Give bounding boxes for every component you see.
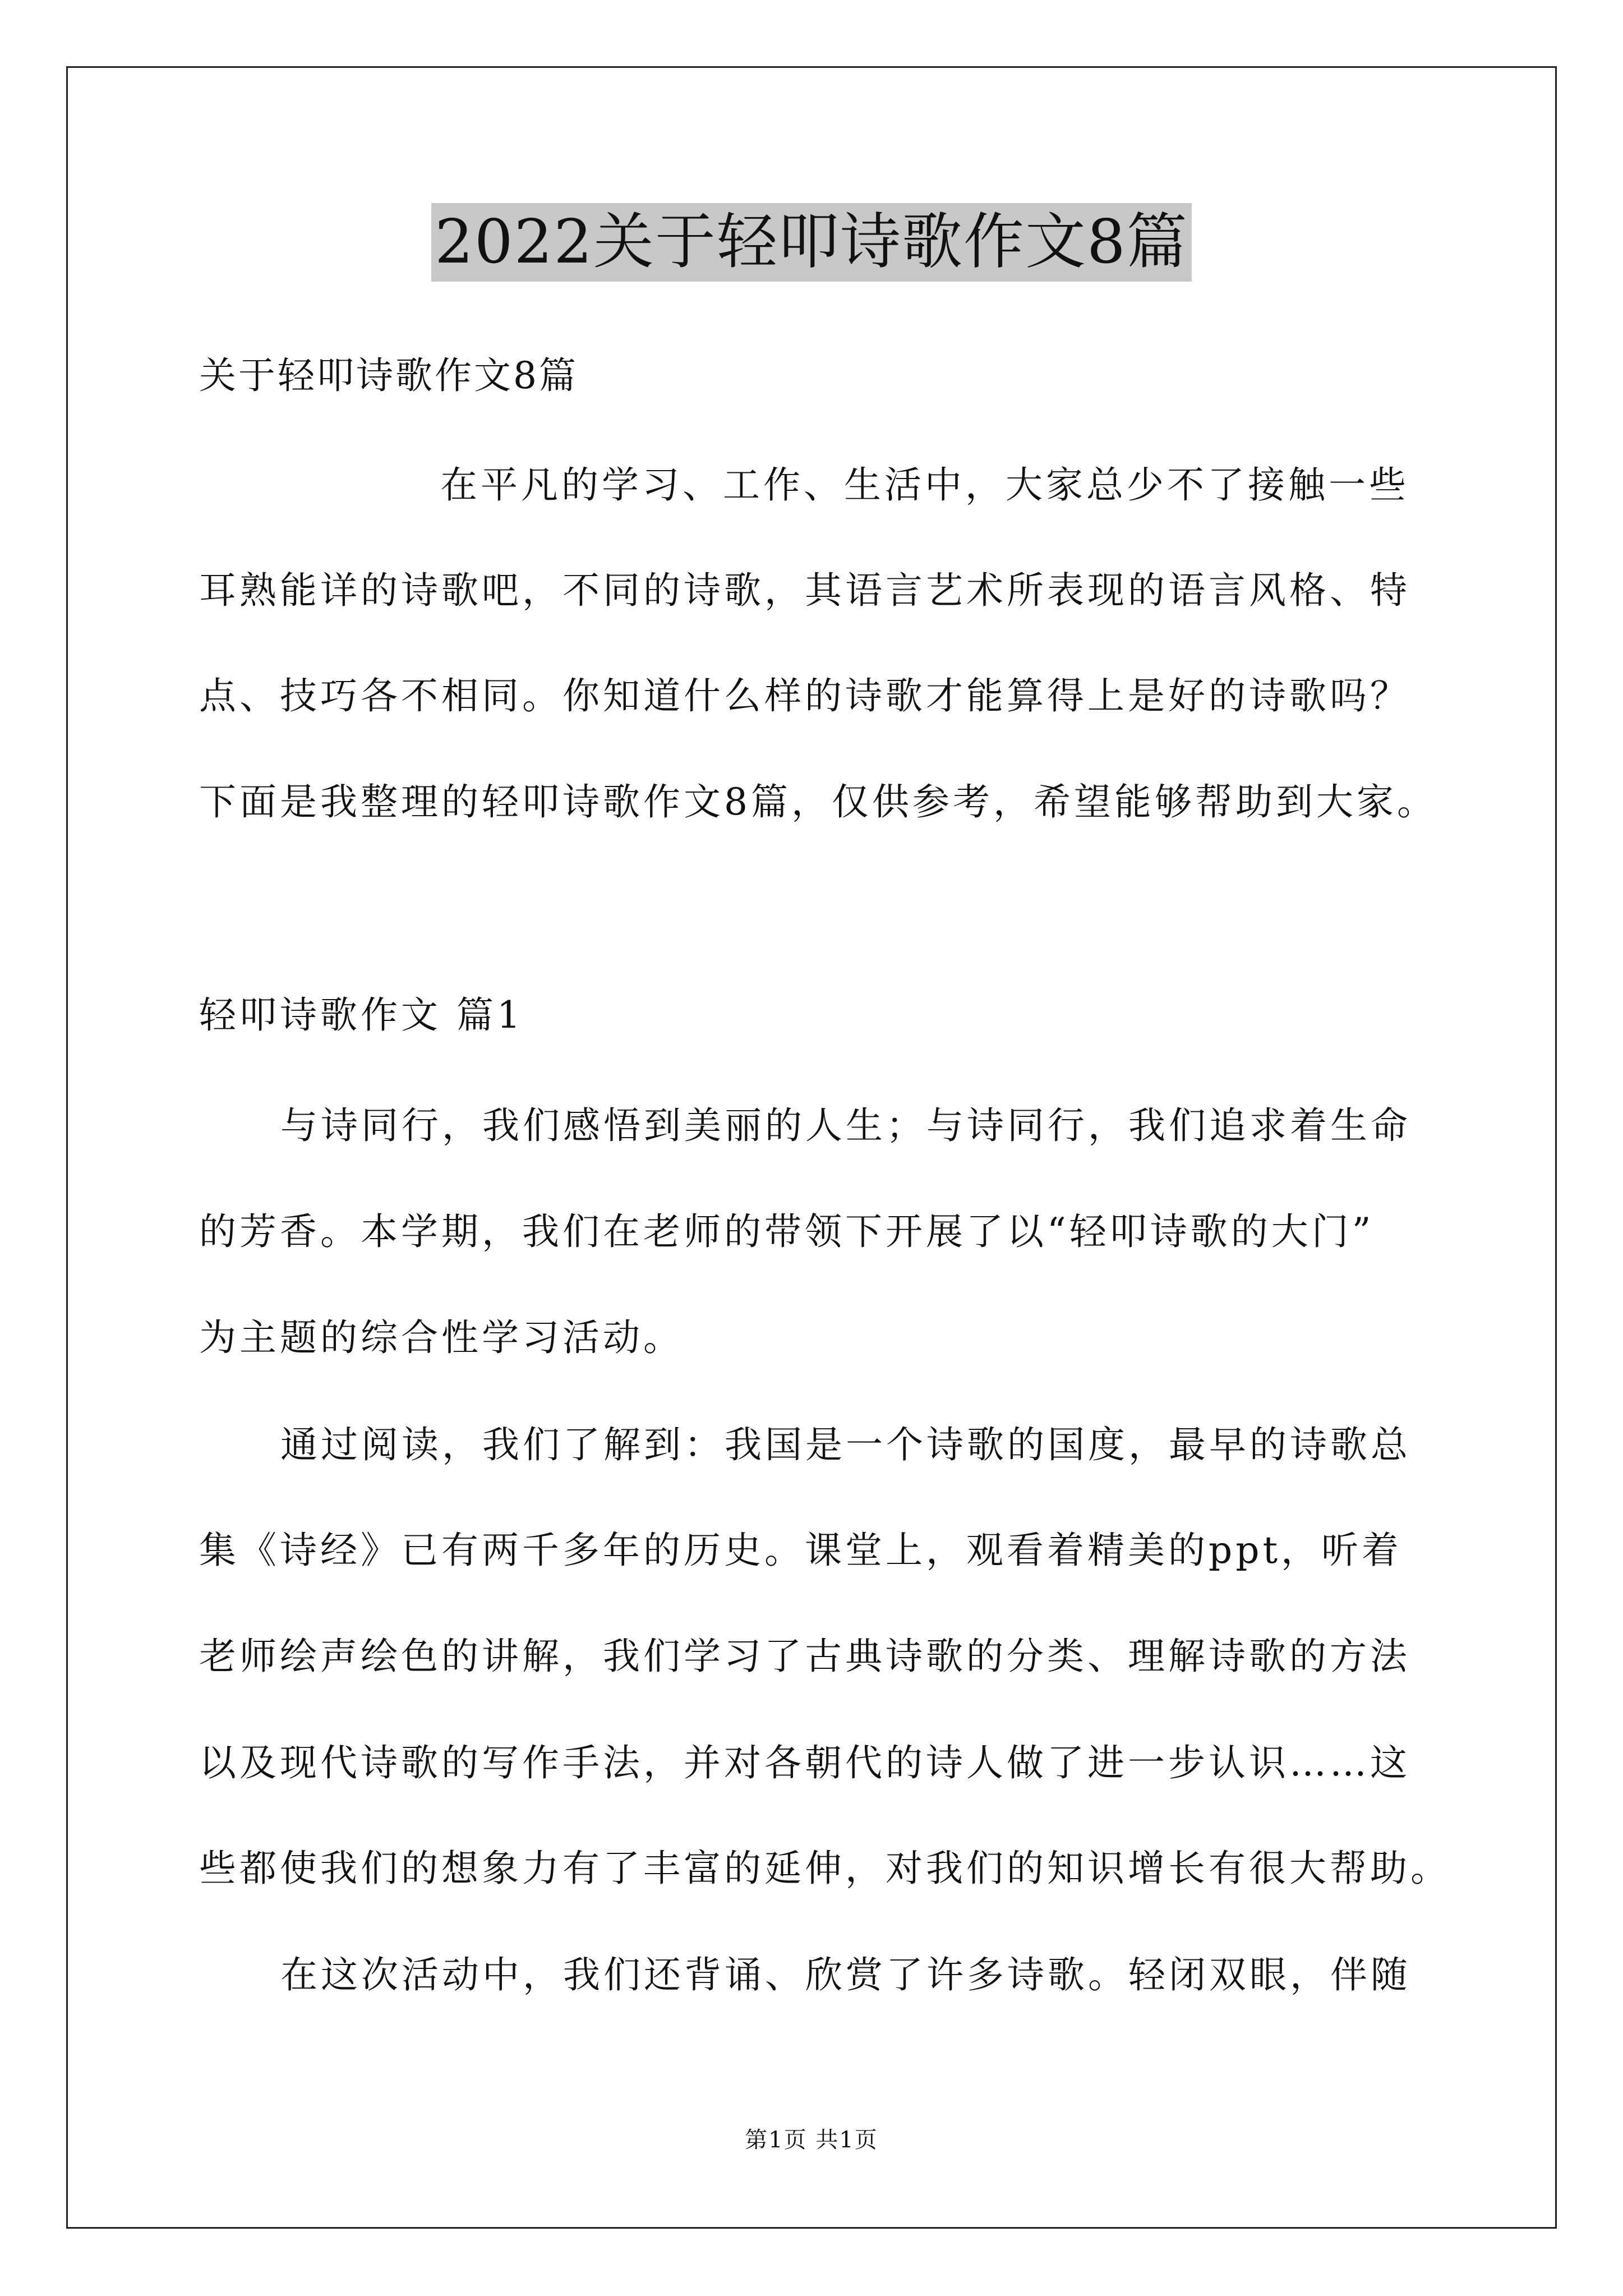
paragraph-line: 在这次活动中，我们还背诵、欣赏了许多诗歌。轻闭双眼，伴随	[280, 1953, 1411, 1996]
document-title: 2022关于轻叩诗歌作文8篇	[431, 203, 1192, 282]
paragraph-line: 以及现代诗歌的写作手法，并对各朝代的诗人做了进一步认识……这	[199, 1741, 1410, 1784]
paragraph-line: 为主题的综合性学习活动。	[199, 1316, 684, 1359]
paragraph-line: 通过阅读，我们了解到：我国是一个诗歌的国度，最早的诗歌总	[280, 1423, 1411, 1466]
page-footer: 第1页 共1页	[745, 2127, 878, 2153]
paragraph-line: 集《诗经》已有两千多年的历史。课堂上，观看着精美的ppt，听着	[199, 1529, 1403, 1572]
paragraph-line: 与诗同行，我们感悟到美丽的人生；与诗同行，我们追求着生命	[280, 1104, 1411, 1147]
document-subtitle: 关于轻叩诗歌作文8篇	[199, 354, 578, 397]
intro-line: 点、技巧各不相同。你知道什么样的诗歌才能算得上是好的诗歌吗？	[199, 674, 1410, 717]
paragraph-line: 的芳香。本学期，我们在老师的带领下开展了以“轻叩诗歌的大门”	[199, 1210, 1375, 1253]
intro-line: 在平凡的学习、工作、生活中，大家总少不了接触一些	[440, 463, 1409, 507]
intro-line: 耳熟能详的诗歌吧，不同的诗歌，其语言艺术所表现的语言风格、特	[199, 569, 1410, 612]
section-heading: 轻叩诗歌作文 篇1	[199, 993, 524, 1037]
paragraph-line: 老师绘声绘色的讲解，我们学习了古典诗歌的分类、理解诗歌的方法	[199, 1635, 1410, 1678]
paragraph-line: 些都使我们的想象力有了丰富的延伸，对我们的知识增长有很大帮助。	[199, 1847, 1451, 1890]
intro-line: 下面是我整理的轻叩诗歌作文8篇，仅供参考，希望能够帮助到大家。	[199, 780, 1437, 823]
title-container	[0, 203, 1623, 282]
